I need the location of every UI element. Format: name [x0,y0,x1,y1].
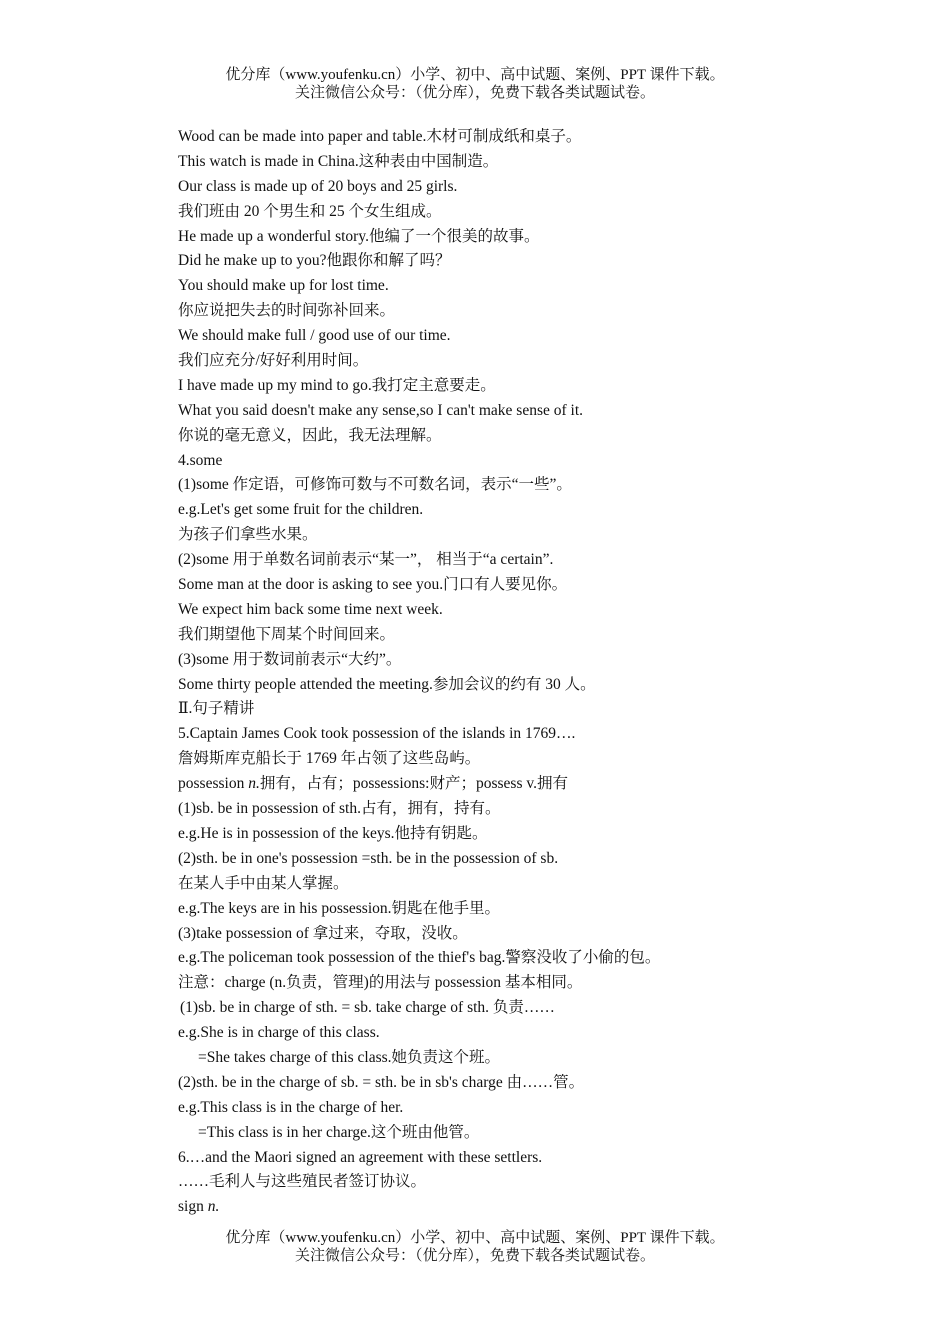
section-heading: Ⅱ.句子精讲 [178,700,255,718]
text-line: (1)some 作定语，可修饰可数与不可数名词，表示“一些”。 [178,476,572,494]
text-line: (3)take possession of 拿过来，夺取，没收。 [178,924,468,942]
text-line: 我们应充分/好好利用时间。 [178,352,369,370]
text-line: (1)sb. be in charge of sth. = sb. take charge of sth. 负责…… [180,999,555,1017]
example-line: e.g.This class is in the charge of her. [178,1098,404,1116]
text-line: Some thirty people attended the meeting.参加会议的约有 30 人。 [178,675,596,693]
text-line: ……毛利人与这些殖民者签订协议。 [178,1173,427,1191]
note-line: 注意：charge (n.负责，管理)的用法与 possession 基本相同。 [178,974,583,992]
header-line-2: 关注微信公众号：（优分库），免费下载各类试题试卷。 [294,85,655,101]
example-line: e.g.Let's get some fruit for the children. [178,501,424,519]
example-line: e.g.He is in possession of the keys.他持有钥匙。 [178,824,488,842]
page-footer [0,1229,950,1265]
page-header [0,66,950,102]
text-line: What you said doesn't make any sense,so I can't make sense of it. [178,401,584,419]
text-line: (2)sth. be in the charge of sb. = sth. be in sb's charge 由……管。 [178,1073,585,1091]
vocab-line-sign [178,1195,878,1220]
text-line: (1)sb. be in possession of sth.占有，拥有，持有。 [178,800,501,818]
example-line: e.g.She is in charge of this class. [178,1024,380,1042]
part-of-speech: n. [248,775,260,793]
text-line: (3)some 用于数词前表示“大约”。 [178,650,402,668]
text-line: You should make up for lost time. [178,277,389,295]
section-heading: 4.some [178,451,223,469]
header-line-1: 优分库（www.youfenku.cn）小学、初中、高中试题、案例、PPT 课件下载。 [225,67,725,83]
text-line: 詹姆斯库克船长于 1769 年占领了这些岛屿。 [178,750,481,768]
text-line: Wood can be made into paper and table.木材可制成纸和桌子。 [178,128,582,145]
text-line: Some man at the door is asking to see you.门口有人要见你。 [178,576,568,594]
text-line: 在某人手中由某人掌握。 [178,874,349,892]
text-line: We expect him back some time next week. [178,600,443,618]
text-line: 我们班由 20 个男生和 25 个女生组成。 [178,202,442,220]
text-line: This watch is made in China.这种表由中国制造。 [178,152,499,170]
vocab-word: possession [178,775,249,793]
example-line: e.g.The policeman took possession of the thief's bag.警察没收了小偷的包。 [178,949,661,967]
example-line: =She takes charge of this class.她负责这个班。 [198,1048,501,1066]
footer-line-1: 优分库（www.youfenku.cn）小学、初中、高中试题、案例、PPT 课件下载。 [225,1230,725,1246]
vocab-word: sign [178,1198,208,1216]
text-line: We should make full / good use of our time. [178,327,451,345]
text-line: Did he make up to you?他跟你和解了吗？ [178,252,451,270]
text-line: 你应说把失去的时间弥补回来。 [178,302,396,320]
text-line: I have made up my mind to go.我打定主意要走。 [178,376,496,394]
footer-line-2: 关注微信公众号：（优分库），免费下载各类试题试卷。 [294,1248,655,1264]
example-line: =This class is in her charge.这个班由他管。 [198,1123,480,1141]
document-body [178,125,878,1220]
text-line: 你说的毫无意义，因此，我无法理解。 [178,426,442,444]
vocab-line-possession [178,772,878,797]
text-line: He made up a wonderful story.他编了一个很美的故事。 [178,227,540,245]
text-line: 我们期望他下周某个时间回来。 [178,625,396,643]
text-line: (2)some 用于单数名词前表示“某一”， 相当于“a certain”. [178,551,554,569]
example-line: e.g.The keys are in his possession.钥匙在他手里。 [178,899,501,917]
part-of-speech: n. [207,1198,220,1216]
vocab-definition: 拥有，占有；possessions:财产；possess v.拥有 [259,775,568,793]
text-line: (2)sth. be in one's possession =sth. be in the possession of sb. [178,849,559,867]
text-line: 为孩子们拿些水果。 [178,526,318,544]
text-line: Our class is made up of 20 boys and 25 girls. [178,177,458,195]
text-line: 5.Captain James Cook took possession of the islands in 1769…. [178,725,576,743]
text-line: 6.…and the Maori signed an agreement with these settlers. [178,1148,543,1166]
